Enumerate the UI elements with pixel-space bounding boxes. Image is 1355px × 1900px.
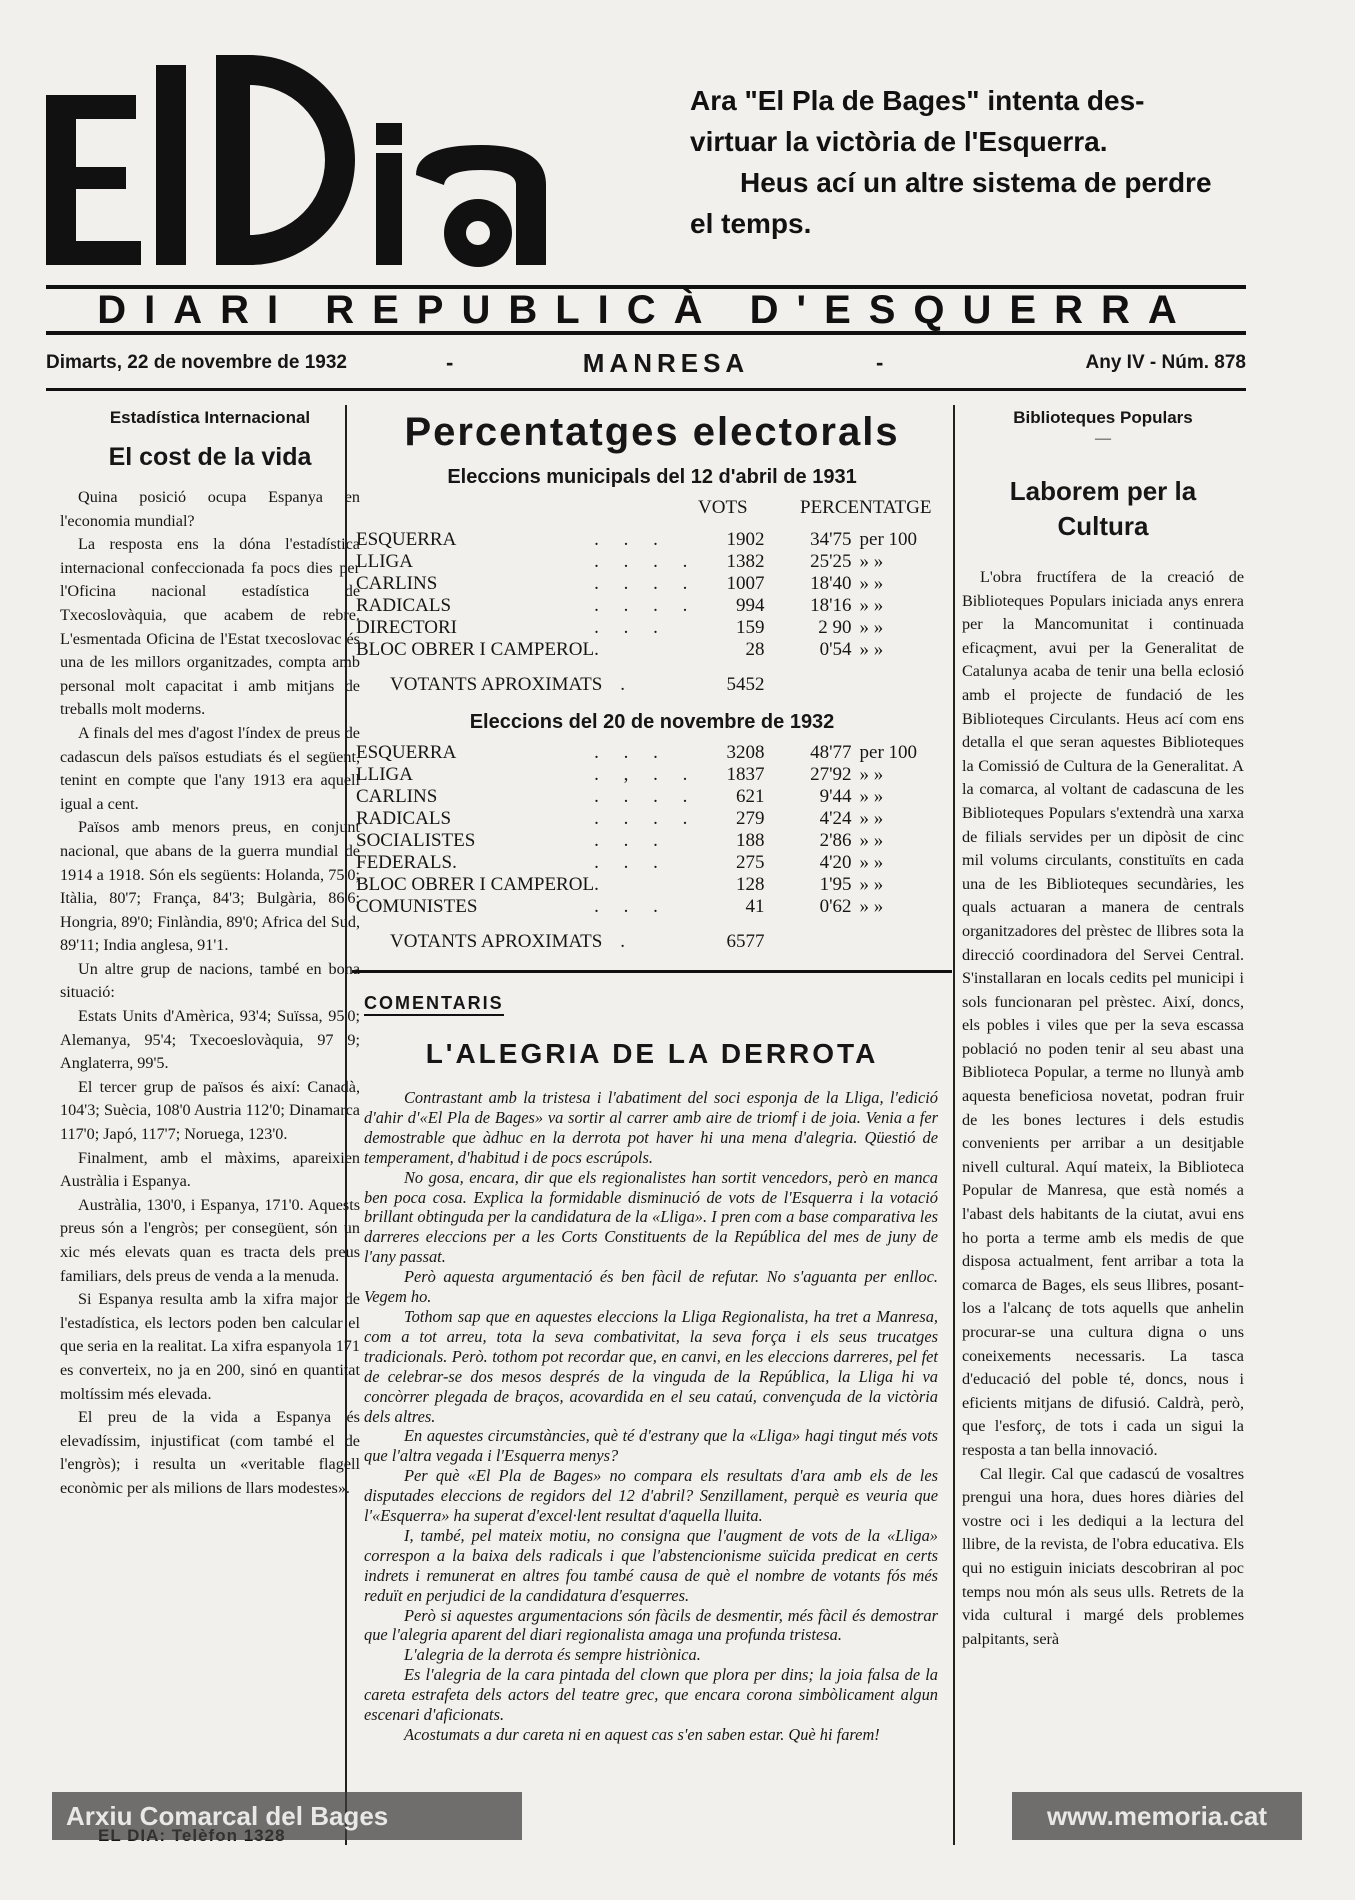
leader-dots: . . . . [594, 595, 698, 616]
right-paragraph: L'obra fructífera de la creació de Biblioteques Populars iniciada anys enrera per la Mancomunitat i continuada eficaçment, avui per la Generalitat de Catalunya acaba de tenir una bella eclosió amb el projecte de fundació de les Biblioteques Circulants. Heus ací com ens detalla el que seran aquestes Biblioteques la Comissió de Cultura de la Generalitat. A la comarca, al voltant de cadascuna de les Biblioteques Populars s'extendrà una xarxa de filials servides per un dipòsit de cinc mil volums circulants, constituïts en cada una de les Biblioteques secundàries, les quals actuaran a manera de centrals organitzadores del prèstec de llibres sota la direcció coordinadora del Servei Central. S'installaran en locals cedits pel municipi i sols funcionaran pel prèstec. Així, doncs, els pobles i viles que per la seva escassa població no poden tenir al seu abast una Biblioteca Popular, a terme no llunyà amb aquesta beneficiosa novetat, podran fruir de les bones lectures i dels estudis convenients per arribar a un desitjable nivell cultural. Aquí mateix, la Biblioteca Popular de Manresa, que està només a l'abast dels habitants de la ciutat, avui ens ho porta a terme amb els medis de que disposa actualment, fent arribar a tota la comarca de Bages, els seus llibres, posant-los a l'alcanç de tots aquells que anhelin procurar-se una cultura digna o uns coneixements necessaris. La tasca d'educació del poble té, doncs, nous i eficients mitjans de difusió. Caldrà, però, que l'esforç, de tots i cada un sigui la resposta a tan bella innovació. [962, 568, 1244, 1459]
percentage-unit: » » [859, 896, 884, 917]
masthead-rule [46, 388, 1246, 391]
percentage: 18'16 [810, 595, 852, 616]
left-paragraph: Estats Units d'Amèrica, 93'4; Suïssa, 95'0; Alemanya, 95'4; Txecoeslovàquia, 97 9; Anglaterra, 99'5. [60, 1007, 360, 1073]
headline-line-4: el temps. [690, 208, 812, 239]
article-paragraph: Es l'alegria de la cara pintada del clown que plora per dins; la joia falsa de la careta estrafeta dels actors del teatre grec, que encara corona simbòlicament algun escenari d'aficionats. [364, 1665, 938, 1725]
empty-cell [784, 918, 851, 954]
votes-column-header: VOTS [698, 497, 748, 518]
percentage: 4'24 [819, 808, 852, 829]
leader-dots: . . . [594, 852, 668, 873]
vote-count: 1902 [726, 529, 765, 550]
table1-header [352, 489, 952, 529]
vote-count: 1007 [726, 573, 765, 594]
article-paragraph: En aquestes circumstàncies, què té d'estrany que la «Lliga» hagi tingut més vots que l'altra vegada i l'Esquerra menys? [364, 1426, 938, 1466]
party-name: LLIGA [356, 551, 413, 572]
right-article-body [962, 566, 1244, 1651]
total-row [356, 918, 946, 954]
leader-dots: . . . [594, 742, 668, 763]
percentage-unit: » » [859, 786, 884, 807]
leader-dots: . . . [594, 617, 668, 638]
dateline-dash-right: - [876, 350, 884, 375]
section-label: COMENTARIS [364, 993, 504, 1016]
front-headline [690, 80, 1250, 244]
percentage: 0'62 [819, 896, 852, 917]
leader-dots: . . . [594, 896, 668, 917]
vote-count: 1837 [726, 764, 765, 785]
result-row [356, 874, 946, 896]
total-row [356, 661, 946, 697]
left-paragraph: Finalment, amb el màxims, apareixien Austràlia i Espanya. [60, 1148, 360, 1191]
vote-count: 159 [735, 617, 765, 638]
right-kicker: Biblioteques Populars [1013, 408, 1193, 427]
total-leader-dots: . [620, 931, 626, 952]
party-name: BLOC OBRER I CAMPEROL [356, 874, 595, 895]
party-name: DIRECTORI [356, 617, 457, 638]
left-paragraph: A finals del mes d'agost l'índex de preus de cadascun dels països estudiats és el següent, tenint en compte que l'any 1913 era aquell igual a cent. [60, 723, 360, 813]
table2-subtitle: Eleccions del 20 de novembre de 1932 [469, 711, 835, 733]
result-row [356, 852, 946, 874]
percentage-unit: » » [859, 874, 884, 895]
left-paragraph: Quina posició ocupa Espanya en l'economia mundial? [60, 488, 360, 530]
percentage: 4'20 [819, 852, 852, 873]
vote-count: 279 [735, 808, 765, 829]
percentage-unit: » » [859, 852, 884, 873]
left-article-body [60, 486, 360, 1501]
masthead-logo [46, 55, 566, 270]
party-name: ESQUERRA [356, 742, 457, 763]
masthead-subtitle-banner [46, 285, 1246, 335]
percentage-unit: » » [859, 830, 884, 851]
party-name: ESQUERRA [356, 529, 457, 550]
article-paragraph: Però si aquestes argumentacions són fàcils de desmentir, més fàcil és demostrar que l'alegria aparent del diari regionalista amaga una profunda tristesa. [364, 1605, 938, 1645]
vote-count: 188 [735, 830, 765, 851]
percentage: 25'25 [810, 551, 852, 572]
percentage: 9'44 [819, 786, 852, 807]
leader-dots: . [594, 874, 609, 895]
result-row [356, 617, 946, 639]
result-row [356, 786, 946, 808]
party-name: SOCIALISTES [356, 830, 476, 851]
percentage: 2 90 [818, 617, 852, 638]
left-article-title: El cost de la vida [108, 443, 312, 471]
leader-dots: . [594, 639, 609, 660]
table1-subtitle: Eleccions municipals del 12 d'abril de 1931 [447, 466, 857, 488]
left-paragraph: El tercer grup de països és així: Canadà, 104'3; Suècia, 108'0 Austria 112'0; Dinamarca 117'0; Japó, 117'7; Noruega, 123'0. [60, 1077, 360, 1144]
vote-count: 28 [745, 639, 765, 660]
dateline-dash-left: - [446, 350, 454, 375]
left-paragraph: Països amb menors preus, en conjunt nacional, que abans de la guerra mundial de 1914 a 1918. Són els següents: Holanda, 75'0; Itàlia, 80'7; França, 84'3; Bulgària, 86'6; Hongria, 89'0; Finlàndia, 89'0; Africa del Sud, 89'11; India anglesa, 91'1. [60, 818, 360, 955]
left-paragraph: El preu de la vida a Espanya és elevadíssim, injustificat (com també el de l'engròs); i resulta un «veritable flagell econòmic per als milions de llars modestes». [60, 1408, 360, 1497]
leader-dots: . , . . [594, 764, 698, 785]
party-name: BLOC OBRER I CAMPEROL [356, 639, 595, 660]
percentage-unit: » » [859, 639, 884, 660]
article-paragraph: Però aquesta argumentació és ben fàcil de refutar. No s'aguanta per enlloc. Vegem ho. [364, 1267, 938, 1307]
total-label-text: VOTANTS APROXIMATS [390, 931, 603, 952]
percentage: 48'77 [810, 742, 852, 763]
total-label [356, 661, 711, 697]
percentage-unit: » » [859, 595, 884, 616]
leader-dots: . . . . [594, 786, 698, 807]
result-row [356, 595, 946, 617]
percentage-unit: per 100 [859, 529, 918, 550]
percentage: 34'75 [810, 529, 852, 550]
total-votes: 6577 [726, 931, 765, 952]
leader-dots: . . . . [594, 551, 698, 572]
issue-date: Dimarts, 22 de novembre de 1932 [46, 352, 347, 373]
empty-cell [784, 661, 851, 697]
total-leader-dots: . [620, 674, 626, 695]
percentage: 1'95 [819, 874, 852, 895]
result-row [356, 529, 946, 551]
percentage-unit: » » [859, 573, 884, 594]
vote-count: 128 [735, 874, 765, 895]
vote-count: 621 [735, 786, 765, 807]
city-name: MANRESA [582, 348, 750, 378]
left-kicker: Estadística Internacional [109, 408, 311, 427]
middle-column [352, 408, 952, 1745]
vote-count: 3208 [726, 742, 765, 763]
headline-line-2: virtuar la victòria de l'Esquerra. [690, 126, 1108, 157]
comentaris-rule [352, 970, 952, 973]
percentage-unit: » » [859, 764, 884, 785]
right-article-title: Laborem per la Cultura [1009, 476, 1197, 541]
result-row [356, 742, 946, 764]
leader-dots: . . . [594, 529, 668, 550]
result-row [356, 764, 946, 786]
article-paragraph: Contrastant amb la tristesa i l'abatiment del soci esponja de la Lliga, l'edició d'ahir d'«El Pla de Bages» va sortir al carrer amb aire de triomf i de joia. Venia a fer demostrable que àdhuc en la derrota pot haver hi una mena d'alegria. Qüestió de temperament, d'habitud i de pocs escrúpols. [364, 1088, 938, 1167]
result-row [356, 808, 946, 830]
party-name: CARLINS [356, 573, 438, 594]
column-divider-right [953, 405, 955, 1845]
leader-dots: . . . . [594, 808, 698, 829]
percentage: 2'86 [819, 830, 852, 851]
article-paragraph: L'alegria de la derrota és sempre histriònica. [404, 1645, 701, 1665]
right-column [962, 408, 1244, 1651]
result-row [356, 639, 946, 661]
right-paragraph: Cal llegir. Cal que cadascú de vosaltres prengui una hora, dues hores diàries del vostre oci i les dediqui a la lectura del llibre, de la revista, de l'obra educativa. Els qui no estiguin iniciats descobriran al poc temps nou món als seus ulls. Retrets de la vida cultural i margé dels problemes palpitants, serà [962, 1464, 1244, 1648]
table1 [356, 529, 946, 697]
total-votes: 5452 [726, 674, 765, 695]
percentage: 0'54 [819, 639, 852, 660]
article-paragraph: No gosa, encara, dir que els regionalistes han sortit vencedors, però en manca ben poca cosa. Explica la formidable disminució de vots de l'Esquerra i la votació brillant obtinguda per la candidatura de la «Lliga». I pren com a base comparativa les darreres eleccions per a les Corts Constituents de la República del mes de juny de l'any passat. [364, 1167, 938, 1267]
left-column [60, 408, 360, 1501]
website-watermark: www.memoria.cat [1012, 1792, 1302, 1840]
issue-number: Any IV - Núm. 878 [1085, 352, 1246, 373]
article-paragraph: Acostumats a dur careta ni en aquest cas s'en saben estar. Què hi farem! [404, 1725, 880, 1744]
left-paragraph: La resposta ens la dóna l'estadística internacional confeccionada fa pocs dies per l'Oficina nacional estadística de Txecoslovàquia, que acabem de rebre. L'esmentada Oficina de l'Estat txecoslovac és una de les millors organitzades, compta amb personal molt capacitat i amb mitjans de treballs molt moderns. [60, 535, 360, 719]
percentage-unit: » » [859, 551, 884, 572]
headline-line-1: Ara "El Pla de Bages" intenta des- [690, 85, 1145, 116]
article-paragraph: I, també, pel mateix motiu, no consigna que l'augment de vots de la «Lliga» correspon a la baixa dels radicals i que l'abstencionisme suïcida predicat en certs indrets i remunerat en altres fou també causa de què el nombre de votants fós més reduït en perjudici de la candidatura d'esquerres. [364, 1525, 938, 1605]
article-body [352, 1088, 952, 1745]
percentage-unit: » » [859, 617, 884, 638]
leader-dots: . . . . [594, 573, 698, 594]
party-name: RADICALS [356, 808, 452, 829]
percentages-title: Percentatges electorals [404, 410, 900, 454]
total-label-text: VOTANTS APROXIMATS [390, 674, 603, 695]
left-paragraph: Un altre grup de nacions, també en bona situació: [60, 959, 360, 1002]
vote-count: 275 [735, 852, 765, 873]
leader-dots: . . . [594, 830, 668, 851]
party-name: LLIGA [356, 764, 413, 785]
party-name: FEDERALS. [356, 852, 457, 873]
vote-count: 41 [745, 896, 765, 917]
result-row [356, 896, 946, 918]
party-name: COMUNISTES [356, 896, 478, 917]
dateline [46, 348, 1246, 380]
total-label [356, 918, 711, 954]
empty-cell [852, 918, 946, 954]
article-paragraph: Per què «El Pla de Bages» no compara els resultats d'ara amb els de les disputades eleccions de regidors del 12 d'abril? Senzillament, perquè es veuria que l'«Esquerra» ha superat d'excel·lent resultat d'aquella lluita. [364, 1466, 938, 1526]
vote-count: 994 [735, 595, 765, 616]
result-row [356, 830, 946, 852]
table2 [356, 742, 946, 954]
right-kicker-dash: — [1095, 430, 1111, 447]
party-name: CARLINS [356, 786, 438, 807]
percentage: 27'92 [810, 764, 852, 785]
article-title: L'ALEGRIA DE LA DERROTA [425, 1038, 879, 1069]
article-paragraph: Tothom sap que en aquestes eleccions la Lliga Regionalista, ha tret a Manresa, com a tot arreu, tota la seva combativitat, la seva força i els seus trucatges tradicionals. Però. tothom pot recordar que, en canvi, en les eleccions darreres, pel fet de celebrar-se dos mesos després de la vinguda de la República, la Lliga hi va concòrrer plegada de braços, acovardida en el seu cataú, convençuda de la victòria dels altres. [364, 1306, 938, 1426]
party-name: RADICALS [356, 595, 452, 616]
archive-watermark: Arxiu Comarcal del Bages [52, 1792, 522, 1840]
left-paragraph: Si Espanya resulta amb la xifra major de l'estadística, els lectors poden ben calcular el que seria en la realitat. La xifra espanyola 171 es converteix, no ja en 200, sinó en quantitat moltíssim més elevada. [60, 1290, 360, 1403]
masthead-subtitle: DIARI REPUBLICÀ D'ESQUERRA [97, 289, 1195, 331]
result-row [356, 551, 946, 573]
percentage-column-header: PERCENTATGE [800, 497, 932, 518]
percentage-unit: per 100 [859, 742, 918, 763]
headline-line-3: Heus ací un altre sistema de perdre [740, 167, 1212, 198]
empty-cell [852, 661, 946, 697]
percentage-unit: » » [859, 808, 884, 829]
result-row [356, 573, 946, 595]
vote-count: 1382 [726, 551, 765, 572]
left-paragraph: Austràlia, 130'0, i Espanya, 171'0. Aquests preus són a l'engròs; per consegüent, són un xic més elevats quan es tracta dels preus familiars, dels preus de venda a la menuda. [60, 1195, 360, 1285]
percentage: 18'40 [810, 573, 852, 594]
